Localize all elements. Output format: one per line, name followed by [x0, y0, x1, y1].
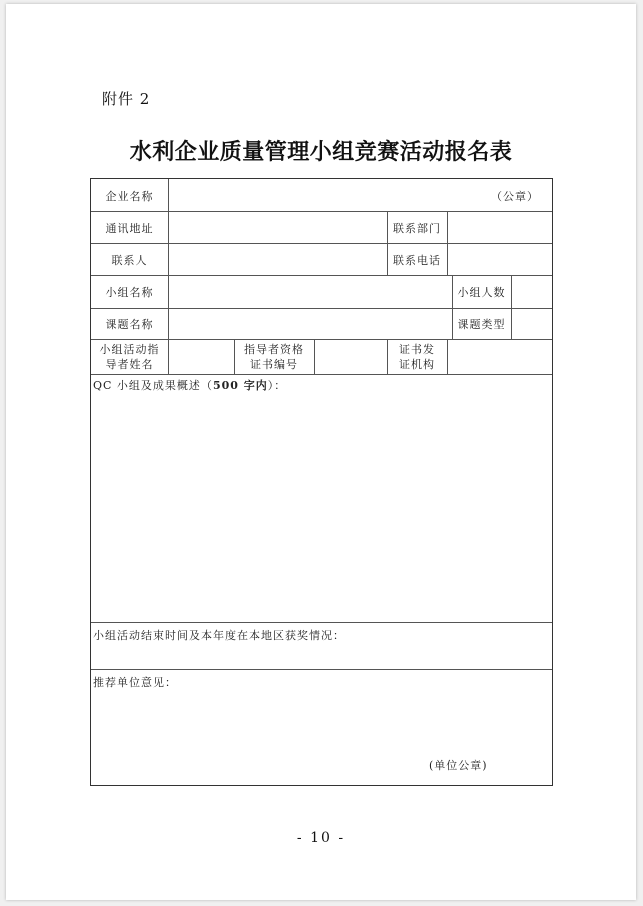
- company-seal-note: （公章）: [491, 190, 539, 203]
- group-members-field[interactable]: [512, 276, 552, 308]
- contact-phone-label: 联系电话: [393, 254, 441, 267]
- group-members-label: 小组人数: [457, 286, 506, 299]
- recommendation-label: 推荐单位意见：: [93, 676, 177, 689]
- advisor-cert-number-line2: 证书编号: [250, 358, 298, 371]
- advisor-cert-number-line1: 指导者资格: [244, 343, 304, 356]
- advisor-cert-number-label: [234, 342, 314, 372]
- form-title: 水利企业质量管理小组竞赛活动报名表: [129, 139, 513, 165]
- row-divider: [91, 669, 552, 670]
- row-divider: [91, 622, 552, 623]
- topic-name-label: 课题名称: [105, 318, 154, 331]
- qc-summary-label: [93, 377, 286, 393]
- contact-person-label: 联系人: [111, 254, 148, 267]
- cert-issuer-line2: 证机构: [399, 358, 435, 371]
- topic-type-label: 课题类型: [457, 318, 506, 331]
- attachment-label: 附件 2: [102, 90, 151, 108]
- row-divider: [91, 374, 552, 375]
- topic-type-field[interactable]: [512, 309, 552, 339]
- page-number: - 10 -: [296, 830, 346, 846]
- address-field[interactable]: [169, 212, 387, 243]
- advisor-name-label-line1: 小组活动指: [99, 343, 160, 356]
- awards-label: 小组活动结束时间及本年度在本地区获奖情况：: [93, 629, 345, 642]
- contact-person-field[interactable]: [169, 244, 387, 275]
- advisor-cert-number-field[interactable]: [315, 340, 387, 374]
- cert-issuer-line1: 证书发: [399, 343, 435, 356]
- document-page: [6, 4, 636, 900]
- cert-issuer-label: [387, 342, 447, 372]
- registration-form-table: [90, 178, 553, 786]
- qc-summary-label-prefix: QC 小组及成果概述（: [93, 379, 213, 392]
- awards-field[interactable]: [91, 643, 552, 668]
- cert-issuer-field[interactable]: [448, 340, 552, 374]
- recommendation-field[interactable]: [91, 690, 552, 750]
- group-name-label: 小组名称: [105, 286, 154, 299]
- address-label: 通讯地址: [105, 222, 154, 235]
- company-name-label: 企业名称: [105, 190, 154, 203]
- group-name-field[interactable]: [169, 276, 452, 308]
- qc-summary-word-limit: 500 字内: [212, 379, 268, 392]
- department-field[interactable]: [448, 212, 552, 243]
- qc-summary-label-suffix: ）：: [267, 379, 287, 392]
- department-label: 联系部门: [393, 222, 441, 235]
- topic-name-field[interactable]: [169, 309, 452, 339]
- advisor-name-label: [91, 342, 168, 372]
- advisor-name-label-line2: 导者姓名: [105, 358, 154, 371]
- advisor-name-field[interactable]: [169, 340, 234, 374]
- contact-phone-field[interactable]: [448, 244, 552, 275]
- qc-summary-field[interactable]: [91, 393, 552, 621]
- unit-seal-note: (单位公章): [429, 759, 488, 772]
